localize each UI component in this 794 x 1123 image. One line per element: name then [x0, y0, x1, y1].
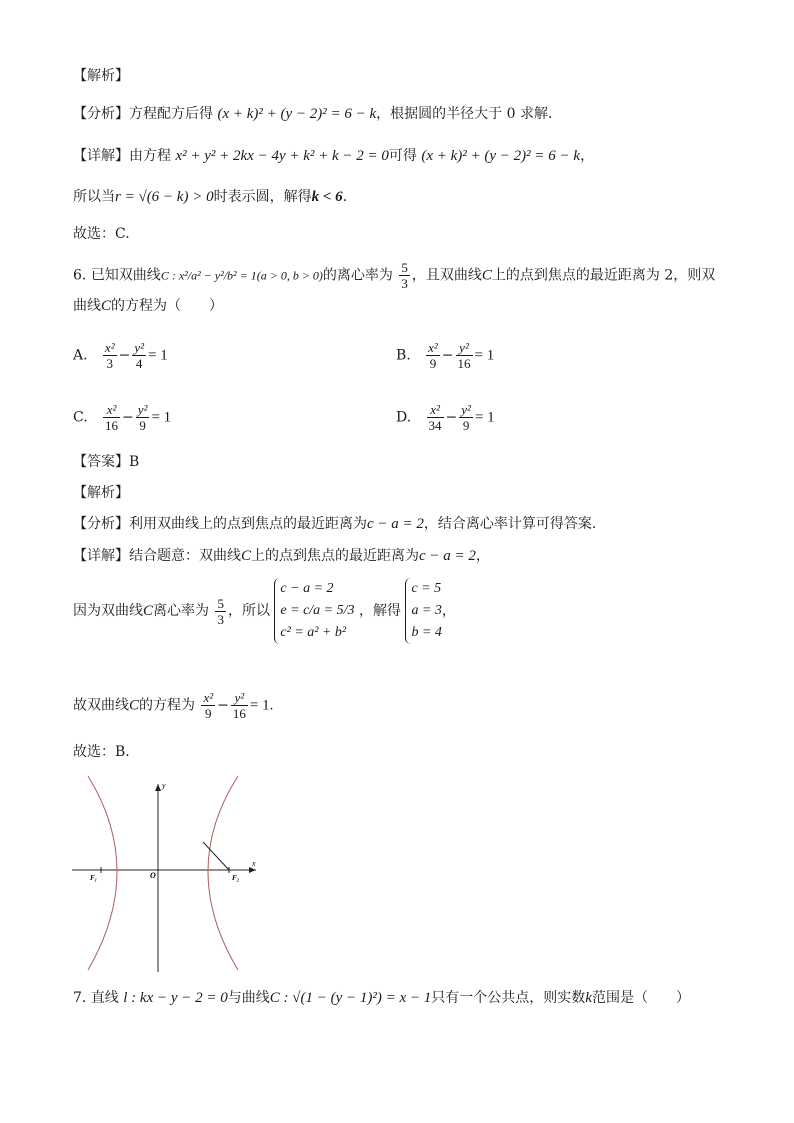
- f2-label: F₂: [232, 874, 240, 882]
- eccentricity-fraction: $\frac{5}{3}$: [401, 260, 408, 291]
- option-b[interactable]: B. $\frac{\text{x²}}{9}$ − $\frac{\text{y²}}{16}$ = 1: [396, 340, 495, 371]
- right-branch: [208, 776, 238, 970]
- formula: (x + k)² + (y − 2)² = 6 − k: [217, 106, 377, 122]
- choice-line: 故选：C.: [73, 226, 130, 242]
- origin-label: O: [150, 871, 156, 880]
- question-7: 7. 直线 l : kx − y − 2 = 0与曲线C : √(1 − (y − 1)²) = x − 1只有一个公共点，则实数k范围是（ ）: [73, 990, 690, 1006]
- conclusion-line: 故双曲线C的方程为 $\frac{\text{x²}}{9}$ − $\frac{\text{y²}}{16}$ = 1.: [73, 690, 274, 721]
- question-6-cont: 曲线C的方程为（ ）: [73, 298, 224, 314]
- curve-definition: C : x²/a² − y²/b² = 1(a > 0, b > 0): [160, 268, 323, 283]
- equation-system-1: c − a = 2 e = c/a = 5/3 c² = a² + b²: [274, 578, 354, 644]
- hyperbola-figure: [66, 772, 266, 977]
- formula: (x + k)² + (y − 2)² = 6 − k: [421, 148, 581, 164]
- formula: r = √(6 − k) > 0: [115, 189, 214, 205]
- system-line: 因为双曲线C离心率为 $\frac{5}{3}$ ，所以 c − a = 2 e = c/a = 5/3 c² = a² + b² ，解得 c = 5 a = 3 b = 4 ，: [73, 578, 456, 644]
- radius-line: 所以当r = √(6 − k) > 0时表示圆，解得k < 6.: [73, 189, 348, 205]
- y-label: y: [162, 781, 166, 790]
- option-c[interactable]: C. $\frac{\text{x²}}{16}$ − $\frac{\text{y²}}{9}$ = 1: [73, 402, 172, 433]
- choice-line-2: 故选：B.: [73, 744, 130, 760]
- left-branch: [88, 776, 117, 970]
- answer-line: 【答案】B: [73, 454, 140, 470]
- question-6: 6. 已知双曲线C : x²/a² − y²/b² = 1(a > 0, b > 0)的离心率为 $\frac{5}{3}$ ，且双曲线C上的点到焦点的最近距离为 2，则双: [73, 260, 716, 291]
- option-d[interactable]: D. $\frac{\text{x²}}{34}$ − $\frac{\text{y²}}{9}$ = 1: [396, 402, 495, 433]
- formula: k < 6: [311, 189, 343, 205]
- y-axis-arrow: [155, 784, 161, 791]
- equation-system-2: c = 5 a = 3 b = 4: [405, 578, 441, 644]
- x-label: x: [252, 859, 256, 868]
- fenxi-line: 【分析】方程配方后得 (x + k)² + (y − 2)² = 6 − k，根据圆的半径大于 0 求解.: [73, 106, 553, 122]
- option-a[interactable]: A. $\frac{\text{x²}}{3}$ − $\frac{\text{y²}}{4}$ = 1: [73, 340, 168, 371]
- analysis-tag: 【解析】: [73, 68, 129, 84]
- xiangjie-line-2: 【详解】结合题意：双曲线C上的点到焦点的最近距离为c − a = 2，: [73, 548, 490, 564]
- fenxi-line-2: 【分析】利用双曲线上的点到焦点的最近距离为c − a = 2，结合离心率计算可得答案.: [73, 516, 597, 532]
- f1-label: F₁: [90, 874, 98, 882]
- formula: x² + y² + 2kx − 4y + k² + k − 2 = 0: [175, 148, 389, 164]
- analysis-tag-2: 【解析】: [73, 485, 129, 501]
- xiangjie-line: 【详解】由方程 x² + y² + 2kx − 4y + k² + k − 2 = 0可得 (x + k)² + (y − 2)² = 6 − k，: [73, 148, 595, 164]
- focal-segment: [203, 842, 229, 870]
